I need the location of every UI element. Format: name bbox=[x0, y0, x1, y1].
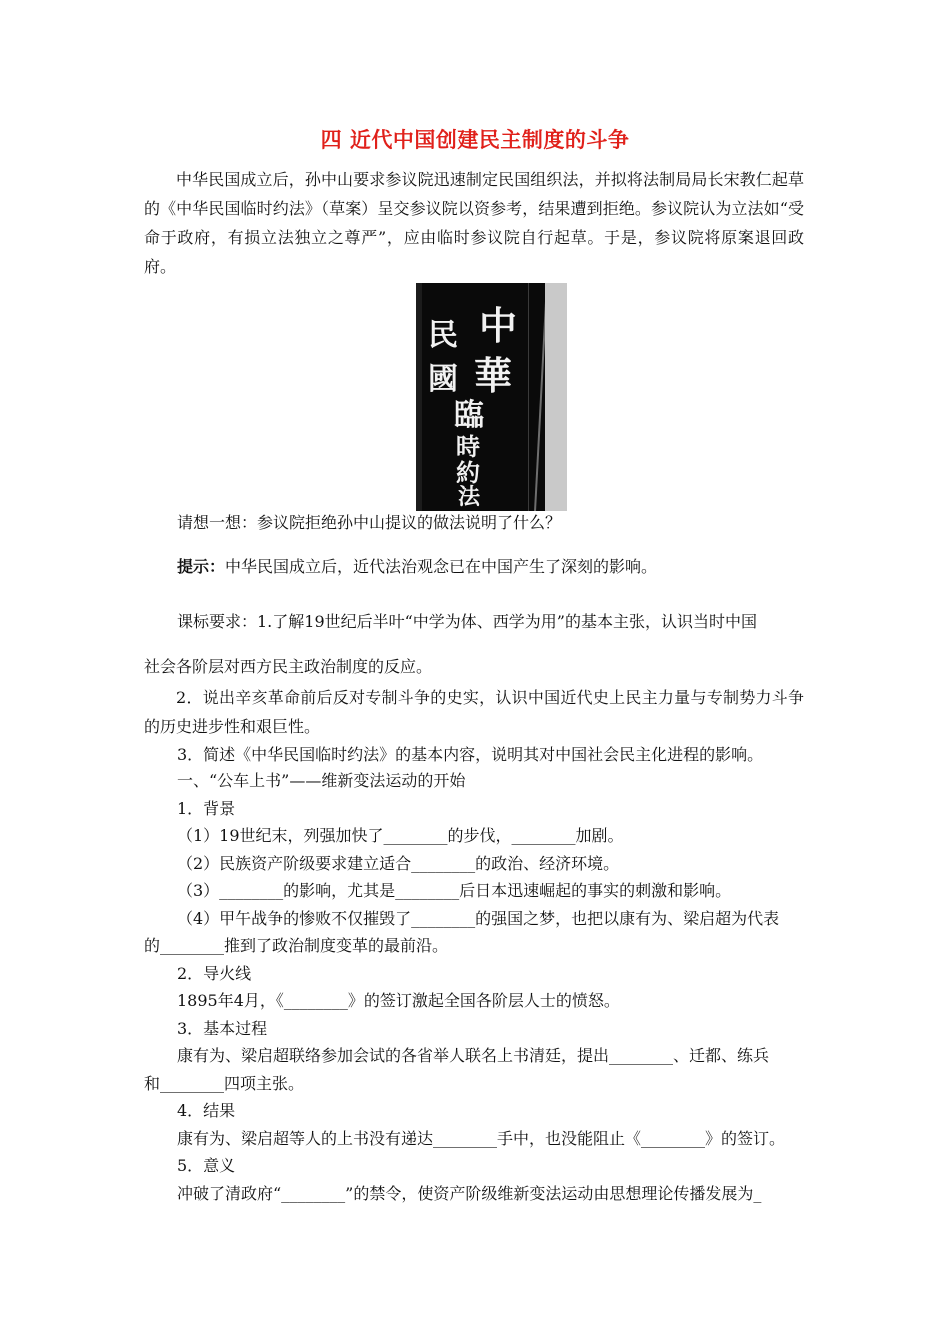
think-question: 请想一想：参议院拒绝孙中山提议的做法说明了什么？ bbox=[177, 513, 562, 532]
photo-char: 中 bbox=[479, 303, 518, 348]
hint-label: 提示： bbox=[177, 557, 226, 576]
page-title: 四 近代中国创建民主制度的斗争 bbox=[320, 128, 630, 152]
subheading-fuse: 2．导火线 bbox=[177, 964, 252, 983]
background-item-3: （3）________的影响，尤其是________后日本迅速崛起的事实的刺激和影响。 bbox=[177, 881, 732, 900]
photo-char: 國 bbox=[428, 362, 458, 397]
photo-seam bbox=[528, 283, 529, 511]
requirement-2: 2．说出辛亥革命前后反对专制斗争的史实，认识中国近代史上民主力量与专制势力斗争的历史进步性和艰巨性。 bbox=[144, 688, 804, 736]
photo-char: 時 bbox=[456, 432, 480, 461]
background-item-4-line-1: （4）甲午战争的惨败不仅摧毁了________的强国之梦，也把以康有为、梁启超为代表 bbox=[177, 909, 780, 928]
hint-line bbox=[177, 557, 839, 577]
background-item-4-line-2: 的________推到了政治制度变革的最前沿。 bbox=[144, 936, 449, 955]
photo-char: 華 bbox=[474, 353, 513, 398]
subheading-process: 3．基本过程 bbox=[177, 1019, 268, 1038]
significance-text: 冲破了清政府“________”的禁令，使资产阶级维新变法运动由思想理论传播发展为_ bbox=[177, 1184, 762, 1203]
process-line-1: 康有为、梁启超联络参加会试的各省举人联名上书清廷，提出________、迁都、练兵 bbox=[177, 1046, 770, 1065]
photo-right-edge bbox=[545, 283, 567, 511]
process-line-2: 和________四项主张。 bbox=[144, 1074, 305, 1093]
section-heading: 一、“公车上书”——维新变法运动的开始 bbox=[177, 771, 466, 790]
photo-char: 臨 bbox=[454, 398, 484, 433]
subheading-significance: 5．意义 bbox=[177, 1156, 236, 1175]
subheading-background: 1．背景 bbox=[177, 799, 236, 818]
photo-left-edge bbox=[416, 283, 422, 511]
subheading-result: 4．结果 bbox=[177, 1101, 236, 1120]
requirement-3: 3．简述《中华民国临时约法》的基本内容，说明其对中国社会民主化进程的影响。 bbox=[177, 745, 764, 764]
intro-paragraph: 中华民国成立后，孙中山要求参议院迅速制定民国组织法，并拟将法制局局长宋教仁起草的《中华民国临时约法》（草案）呈交参议院以资参考，结果遭到拒绝。参议院认为立法如“受命于政府，有损立法独立之尊严”，应由临时参议院自行起草。于是，参议院将原案退回政府。 bbox=[144, 170, 804, 276]
photo-char: 法 bbox=[458, 484, 481, 510]
provisional-constitution-photo bbox=[416, 283, 567, 511]
requirement-1-line-1: 课标要求：1.了解19世纪后半叶“中学为体、西学为用”的基本主张，认识当时中国 bbox=[177, 612, 757, 631]
result-text: 康有为、梁启超等人的上书没有递达________手中，也没能阻止《________》的签订。 bbox=[177, 1129, 786, 1148]
requirement-1-line-2: 社会各阶层对西方民主政治制度的反应。 bbox=[144, 657, 433, 676]
background-item-2: （2）民族资产阶级要求建立适合________的政治、经济环境。 bbox=[177, 854, 620, 873]
photo-char: 民 bbox=[428, 318, 458, 353]
hint-text: 中华民国成立后，近代法治观念已在中国产生了深刻的影响。 bbox=[225, 557, 658, 576]
fuse-text: 1895年4月，《________》的签订激起全国各阶层人士的愤怒。 bbox=[177, 991, 620, 1010]
background-item-1: （1）19世纪末，列强加快了________的步伐，________加剧。 bbox=[177, 826, 624, 845]
photo-char: 約 bbox=[456, 458, 480, 487]
